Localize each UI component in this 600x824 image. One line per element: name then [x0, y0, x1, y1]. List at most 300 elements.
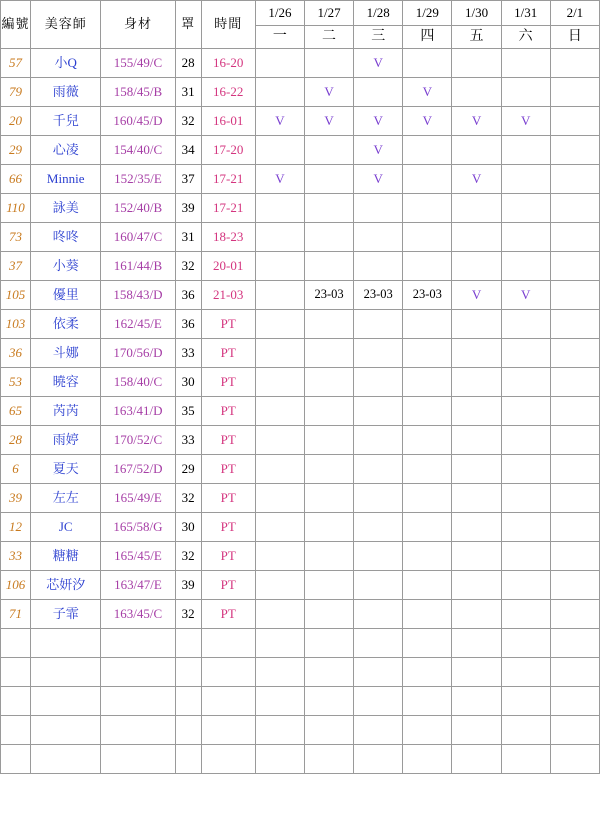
- availability-empty[interactable]: [452, 252, 501, 281]
- availability-empty[interactable]: [452, 136, 501, 165]
- table-row-empty[interactable]: [1, 629, 600, 658]
- availability-empty[interactable]: [403, 513, 452, 542]
- table-row-empty[interactable]: [1, 716, 600, 745]
- availability-empty[interactable]: [501, 310, 550, 339]
- column-header-weekday: 二: [304, 26, 353, 49]
- availability-empty[interactable]: [403, 223, 452, 252]
- empty-cell[interactable]: [452, 658, 501, 687]
- availability-empty[interactable]: [550, 542, 599, 571]
- column-header-weekday: 六: [501, 26, 550, 49]
- availability-empty[interactable]: [550, 252, 599, 281]
- row-time: PT: [201, 571, 255, 600]
- row-time: PT: [201, 455, 255, 484]
- availability-empty[interactable]: [452, 223, 501, 252]
- availability-empty[interactable]: [501, 223, 550, 252]
- row-beautician-name: 雨薇: [31, 78, 101, 107]
- row-cup: 31: [175, 78, 201, 107]
- table-row[interactable]: [1, 78, 600, 107]
- availability-empty[interactable]: [403, 455, 452, 484]
- availability-empty[interactable]: [304, 339, 353, 368]
- availability-mark[interactable]: V: [403, 107, 452, 136]
- availability-mark[interactable]: V: [452, 165, 501, 194]
- row-time: PT: [201, 513, 255, 542]
- table-row[interactable]: [1, 281, 600, 310]
- availability-empty[interactable]: [550, 513, 599, 542]
- availability-empty[interactable]: [550, 571, 599, 600]
- availability-empty[interactable]: [550, 107, 599, 136]
- row-id: 20: [1, 107, 31, 136]
- row-cup: 36: [175, 310, 201, 339]
- availability-empty[interactable]: [403, 600, 452, 629]
- row-beautician-name: 曉容: [31, 368, 101, 397]
- row-beautician-name: JC: [31, 513, 101, 542]
- empty-cell[interactable]: [452, 716, 501, 745]
- availability-empty[interactable]: [501, 484, 550, 513]
- availability-empty[interactable]: [304, 397, 353, 426]
- table-row-empty[interactable]: [1, 745, 600, 774]
- availability-mark[interactable]: V: [354, 107, 403, 136]
- column-header-date: 1/27: [304, 1, 353, 26]
- empty-cell[interactable]: [255, 629, 304, 658]
- empty-cell[interactable]: [175, 745, 201, 774]
- empty-cell[interactable]: [175, 716, 201, 745]
- availability-empty[interactable]: [501, 165, 550, 194]
- availability-mark[interactable]: 23-03: [354, 281, 403, 310]
- row-measurements: 163/41/D: [101, 397, 175, 426]
- availability-empty[interactable]: [354, 484, 403, 513]
- availability-empty[interactable]: [403, 310, 452, 339]
- empty-cell[interactable]: [31, 745, 101, 774]
- empty-cell[interactable]: [304, 687, 353, 716]
- row-measurements: 160/45/D: [101, 107, 175, 136]
- availability-empty[interactable]: [403, 194, 452, 223]
- availability-empty[interactable]: [304, 136, 353, 165]
- availability-empty[interactable]: [501, 542, 550, 571]
- empty-cell[interactable]: [354, 716, 403, 745]
- availability-empty[interactable]: [354, 513, 403, 542]
- availability-empty[interactable]: [452, 397, 501, 426]
- row-id: 39: [1, 484, 31, 513]
- empty-cell[interactable]: [101, 687, 175, 716]
- availability-empty[interactable]: [550, 339, 599, 368]
- table-row[interactable]: [1, 542, 600, 571]
- availability-empty[interactable]: [403, 571, 452, 600]
- availability-mark[interactable]: V: [354, 49, 403, 78]
- availability-empty[interactable]: [550, 281, 599, 310]
- row-cup: 33: [175, 426, 201, 455]
- row-cup: 30: [175, 368, 201, 397]
- row-cup: 35: [175, 397, 201, 426]
- availability-empty[interactable]: [403, 339, 452, 368]
- empty-cell[interactable]: [175, 629, 201, 658]
- table-row[interactable]: [1, 49, 600, 78]
- availability-empty[interactable]: [403, 252, 452, 281]
- empty-cell[interactable]: [175, 687, 201, 716]
- row-cup: 36: [175, 281, 201, 310]
- row-measurements: 158/43/D: [101, 281, 175, 310]
- availability-empty[interactable]: [403, 136, 452, 165]
- availability-empty[interactable]: [255, 397, 304, 426]
- empty-cell[interactable]: [304, 658, 353, 687]
- empty-cell[interactable]: [1, 745, 31, 774]
- availability-empty[interactable]: [354, 252, 403, 281]
- row-measurements: 163/47/E: [101, 571, 175, 600]
- availability-empty[interactable]: [452, 49, 501, 78]
- availability-empty[interactable]: [354, 542, 403, 571]
- availability-empty[interactable]: [255, 484, 304, 513]
- empty-cell[interactable]: [304, 716, 353, 745]
- availability-empty[interactable]: [255, 513, 304, 542]
- empty-cell[interactable]: [101, 716, 175, 745]
- availability-empty[interactable]: [550, 78, 599, 107]
- availability-empty[interactable]: [452, 339, 501, 368]
- empty-cell[interactable]: [403, 629, 452, 658]
- availability-empty[interactable]: [354, 78, 403, 107]
- availability-empty[interactable]: [255, 571, 304, 600]
- empty-cell[interactable]: [501, 716, 550, 745]
- table-row[interactable]: [1, 426, 600, 455]
- availability-empty[interactable]: [550, 455, 599, 484]
- empty-cell[interactable]: [354, 658, 403, 687]
- availability-empty[interactable]: [501, 600, 550, 629]
- availability-mark[interactable]: V: [354, 165, 403, 194]
- availability-empty[interactable]: [501, 136, 550, 165]
- empty-cell[interactable]: [304, 745, 353, 774]
- empty-cell[interactable]: [501, 629, 550, 658]
- availability-empty[interactable]: [354, 600, 403, 629]
- availability-empty[interactable]: [304, 426, 353, 455]
- row-measurements: 152/35/E: [101, 165, 175, 194]
- availability-empty[interactable]: [304, 252, 353, 281]
- availability-empty[interactable]: [501, 252, 550, 281]
- empty-cell[interactable]: [550, 745, 599, 774]
- empty-cell[interactable]: [101, 745, 175, 774]
- row-id: 105: [1, 281, 31, 310]
- availability-mark[interactable]: V: [304, 107, 353, 136]
- availability-empty[interactable]: [255, 368, 304, 397]
- empty-cell[interactable]: [403, 716, 452, 745]
- table-row[interactable]: [1, 252, 600, 281]
- empty-cell[interactable]: [354, 745, 403, 774]
- empty-cell[interactable]: [550, 629, 599, 658]
- row-id: 57: [1, 49, 31, 78]
- availability-empty[interactable]: [403, 368, 452, 397]
- empty-cell[interactable]: [354, 629, 403, 658]
- column-header-date: 2/1: [550, 1, 599, 26]
- table-row[interactable]: [1, 223, 600, 252]
- empty-cell[interactable]: [101, 629, 175, 658]
- availability-empty[interactable]: [255, 49, 304, 78]
- empty-cell[interactable]: [550, 687, 599, 716]
- empty-cell[interactable]: [201, 629, 255, 658]
- table-row[interactable]: [1, 194, 600, 223]
- availability-empty[interactable]: [501, 368, 550, 397]
- availability-empty[interactable]: [304, 600, 353, 629]
- empty-cell[interactable]: [31, 629, 101, 658]
- availability-empty[interactable]: [550, 484, 599, 513]
- availability-empty[interactable]: [304, 513, 353, 542]
- table-row[interactable]: [1, 165, 600, 194]
- row-measurements: 155/49/C: [101, 49, 175, 78]
- availability-empty[interactable]: [403, 49, 452, 78]
- empty-cell[interactable]: [31, 687, 101, 716]
- availability-empty[interactable]: [354, 310, 403, 339]
- row-cup: 32: [175, 252, 201, 281]
- availability-empty[interactable]: [550, 600, 599, 629]
- row-measurements: 170/52/C: [101, 426, 175, 455]
- availability-empty[interactable]: [550, 397, 599, 426]
- availability-empty[interactable]: [354, 339, 403, 368]
- availability-empty[interactable]: [550, 426, 599, 455]
- availability-empty[interactable]: [452, 571, 501, 600]
- availability-empty[interactable]: [403, 165, 452, 194]
- availability-empty[interactable]: [403, 542, 452, 571]
- availability-empty[interactable]: [501, 571, 550, 600]
- availability-empty[interactable]: [550, 223, 599, 252]
- empty-cell[interactable]: [1, 658, 31, 687]
- availability-empty[interactable]: [452, 513, 501, 542]
- row-cup: 37: [175, 165, 201, 194]
- empty-cell[interactable]: [1, 629, 31, 658]
- availability-mark[interactable]: 23-03: [304, 281, 353, 310]
- availability-empty[interactable]: [501, 339, 550, 368]
- empty-cell[interactable]: [201, 745, 255, 774]
- schedule-body: [1, 1, 600, 774]
- table-row[interactable]: [1, 484, 600, 513]
- availability-mark[interactable]: V: [501, 281, 550, 310]
- availability-empty[interactable]: [452, 310, 501, 339]
- row-id: 37: [1, 252, 31, 281]
- empty-cell[interactable]: [452, 687, 501, 716]
- row-time: 16-22: [201, 78, 255, 107]
- availability-empty[interactable]: [304, 542, 353, 571]
- column-header-date: 1/31: [501, 1, 550, 26]
- availability-mark[interactable]: V: [452, 107, 501, 136]
- row-cup: 32: [175, 107, 201, 136]
- availability-empty[interactable]: [304, 310, 353, 339]
- availability-empty[interactable]: [403, 426, 452, 455]
- column-header-date: 1/28: [354, 1, 403, 26]
- empty-cell[interactable]: [501, 687, 550, 716]
- row-time: PT: [201, 397, 255, 426]
- availability-empty[interactable]: [452, 194, 501, 223]
- column-header-beautician: 美容師: [31, 1, 101, 49]
- empty-cell[interactable]: [452, 745, 501, 774]
- empty-cell[interactable]: [1, 716, 31, 745]
- row-beautician-name: 芯妍汐: [31, 571, 101, 600]
- availability-empty[interactable]: [550, 310, 599, 339]
- row-time: PT: [201, 310, 255, 339]
- row-cup: 32: [175, 600, 201, 629]
- row-measurements: 170/56/D: [101, 339, 175, 368]
- row-beautician-name: 優里: [31, 281, 101, 310]
- empty-cell[interactable]: [550, 716, 599, 745]
- availability-empty[interactable]: [255, 78, 304, 107]
- row-beautician-name: 雨婷: [31, 426, 101, 455]
- availability-empty[interactable]: [304, 368, 353, 397]
- availability-empty[interactable]: [452, 78, 501, 107]
- column-header-date: 1/30: [452, 1, 501, 26]
- row-beautician-name: Minnie: [31, 165, 101, 194]
- availability-empty[interactable]: [255, 252, 304, 281]
- availability-empty[interactable]: [403, 484, 452, 513]
- availability-empty[interactable]: [354, 455, 403, 484]
- row-id: 36: [1, 339, 31, 368]
- availability-empty[interactable]: [501, 426, 550, 455]
- table-row[interactable]: [1, 368, 600, 397]
- row-time: 21-03: [201, 281, 255, 310]
- row-measurements: 165/49/E: [101, 484, 175, 513]
- availability-mark[interactable]: V: [452, 281, 501, 310]
- availability-mark[interactable]: V: [255, 165, 304, 194]
- empty-cell[interactable]: [403, 658, 452, 687]
- availability-empty[interactable]: [354, 194, 403, 223]
- empty-cell[interactable]: [550, 658, 599, 687]
- table-row-empty[interactable]: [1, 658, 600, 687]
- availability-empty[interactable]: [304, 484, 353, 513]
- availability-empty[interactable]: [255, 455, 304, 484]
- table-row[interactable]: [1, 455, 600, 484]
- empty-cell[interactable]: [31, 658, 101, 687]
- availability-empty[interactable]: [354, 571, 403, 600]
- availability-empty[interactable]: [550, 194, 599, 223]
- empty-cell[interactable]: [255, 745, 304, 774]
- empty-cell[interactable]: [501, 745, 550, 774]
- availability-mark[interactable]: V: [354, 136, 403, 165]
- availability-empty[interactable]: [501, 397, 550, 426]
- empty-cell[interactable]: [304, 629, 353, 658]
- availability-empty[interactable]: [452, 484, 501, 513]
- availability-empty[interactable]: [501, 513, 550, 542]
- availability-empty[interactable]: [304, 194, 353, 223]
- availability-empty[interactable]: [403, 397, 452, 426]
- empty-cell[interactable]: [201, 687, 255, 716]
- table-row[interactable]: [1, 339, 600, 368]
- table-row[interactable]: [1, 107, 600, 136]
- availability-mark[interactable]: V: [304, 78, 353, 107]
- empty-cell[interactable]: [175, 658, 201, 687]
- availability-empty[interactable]: [255, 339, 304, 368]
- availability-empty[interactable]: [304, 49, 353, 78]
- row-cup: 31: [175, 223, 201, 252]
- availability-empty[interactable]: [452, 455, 501, 484]
- table-row[interactable]: [1, 571, 600, 600]
- availability-empty[interactable]: [255, 542, 304, 571]
- column-header-date: 1/26: [255, 1, 304, 26]
- availability-empty[interactable]: [354, 223, 403, 252]
- availability-empty[interactable]: [255, 310, 304, 339]
- availability-empty[interactable]: [354, 397, 403, 426]
- availability-empty[interactable]: [255, 223, 304, 252]
- table-row[interactable]: [1, 397, 600, 426]
- availability-empty[interactable]: [501, 49, 550, 78]
- availability-mark[interactable]: 23-03: [403, 281, 452, 310]
- availability-empty[interactable]: [501, 194, 550, 223]
- availability-empty[interactable]: [550, 49, 599, 78]
- availability-empty[interactable]: [452, 542, 501, 571]
- row-id: 65: [1, 397, 31, 426]
- availability-empty[interactable]: [354, 368, 403, 397]
- availability-empty[interactable]: [304, 223, 353, 252]
- row-beautician-name: 斗娜: [31, 339, 101, 368]
- availability-empty[interactable]: [550, 165, 599, 194]
- availability-empty[interactable]: [501, 455, 550, 484]
- row-id: 110: [1, 194, 31, 223]
- row-time: PT: [201, 484, 255, 513]
- row-time: 18-23: [201, 223, 255, 252]
- empty-cell[interactable]: [354, 687, 403, 716]
- row-measurements: 158/45/B: [101, 78, 175, 107]
- availability-empty[interactable]: [550, 136, 599, 165]
- empty-cell[interactable]: [101, 658, 175, 687]
- row-beautician-name: 小葵: [31, 252, 101, 281]
- row-cup: 29: [175, 455, 201, 484]
- table-row[interactable]: [1, 310, 600, 339]
- row-id: 29: [1, 136, 31, 165]
- empty-cell[interactable]: [255, 716, 304, 745]
- availability-empty[interactable]: [304, 165, 353, 194]
- table-row[interactable]: [1, 136, 600, 165]
- empty-cell[interactable]: [201, 658, 255, 687]
- row-time: PT: [201, 426, 255, 455]
- empty-cell[interactable]: [403, 745, 452, 774]
- availability-empty[interactable]: [452, 600, 501, 629]
- empty-cell[interactable]: [201, 716, 255, 745]
- availability-empty[interactable]: [452, 368, 501, 397]
- row-id: 66: [1, 165, 31, 194]
- row-cup: 28: [175, 49, 201, 78]
- availability-empty[interactable]: [501, 78, 550, 107]
- column-header-weekday: 四: [403, 26, 452, 49]
- empty-cell[interactable]: [255, 687, 304, 716]
- column-header-weekday: 一: [255, 26, 304, 49]
- row-cup: 39: [175, 571, 201, 600]
- table-row[interactable]: [1, 600, 600, 629]
- row-measurements: 162/45/E: [101, 310, 175, 339]
- availability-empty[interactable]: [452, 426, 501, 455]
- column-header-weekday: 五: [452, 26, 501, 49]
- empty-cell[interactable]: [31, 716, 101, 745]
- empty-cell[interactable]: [501, 658, 550, 687]
- row-measurements: 165/58/G: [101, 513, 175, 542]
- empty-cell[interactable]: [403, 687, 452, 716]
- row-time: 17-21: [201, 165, 255, 194]
- empty-cell[interactable]: [452, 629, 501, 658]
- availability-empty[interactable]: [255, 136, 304, 165]
- availability-empty[interactable]: [255, 426, 304, 455]
- availability-empty[interactable]: [550, 368, 599, 397]
- availability-empty[interactable]: [304, 571, 353, 600]
- table-row-empty[interactable]: [1, 687, 600, 716]
- row-cup: 32: [175, 542, 201, 571]
- availability-mark[interactable]: V: [501, 107, 550, 136]
- row-id: 103: [1, 310, 31, 339]
- row-id: 33: [1, 542, 31, 571]
- row-cup: 39: [175, 194, 201, 223]
- empty-cell[interactable]: [255, 658, 304, 687]
- availability-empty[interactable]: [304, 455, 353, 484]
- row-measurements: 152/40/B: [101, 194, 175, 223]
- availability-empty[interactable]: [255, 600, 304, 629]
- availability-empty[interactable]: [354, 426, 403, 455]
- availability-empty[interactable]: [255, 194, 304, 223]
- availability-empty[interactable]: [255, 281, 304, 310]
- empty-cell[interactable]: [1, 687, 31, 716]
- row-time: 17-20: [201, 136, 255, 165]
- table-row[interactable]: [1, 513, 600, 542]
- availability-mark[interactable]: V: [255, 107, 304, 136]
- availability-mark[interactable]: V: [403, 78, 452, 107]
